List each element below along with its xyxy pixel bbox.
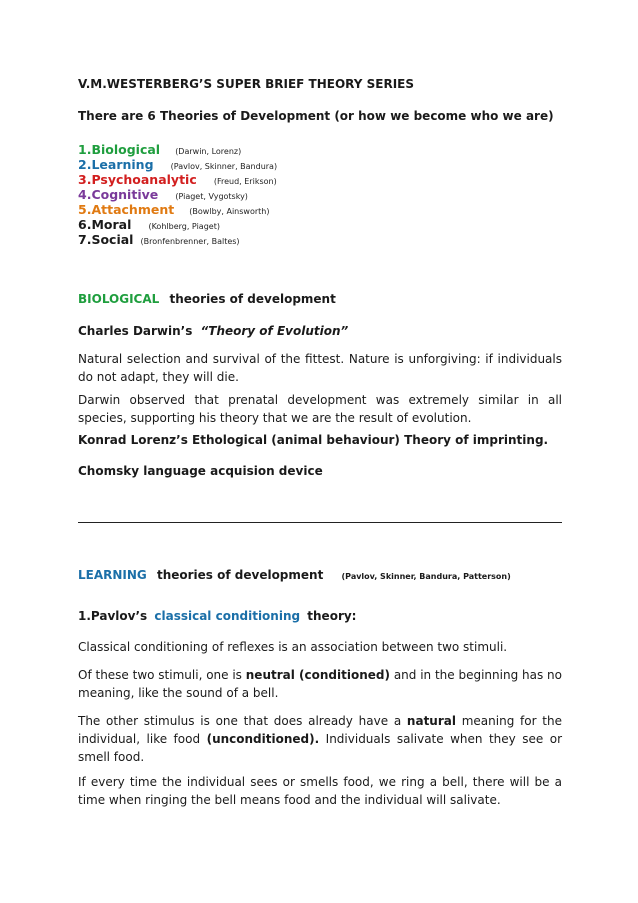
pavlov-heading <box>78 609 356 623</box>
theory-people: (Bronfenbrenner, Baltes) <box>140 237 240 246</box>
biological-heading-rest: theories of development <box>169 292 336 306</box>
theory-label: 1.Biological <box>78 142 161 157</box>
theory-people: (Freud, Erikson) <box>213 177 277 186</box>
learning-paragraph-1: Classical conditioning of reflexes is an association between two stimuli. <box>78 640 508 654</box>
theory-people: (Darwin, Lorenz) <box>175 147 242 156</box>
pavlov-theory: classical conditioning <box>154 609 301 623</box>
learning-paragraph-4: If every time the individual sees or smells food, we ring a bell, there will be a time when ringing the bell means food and the individual will salivate. <box>78 775 562 807</box>
text-run-bold: neutral (conditioned) <box>245 668 390 682</box>
chomsky-line: Chomsky language acquision device <box>78 464 323 478</box>
text-run: The other stimulus is one that does already have a <box>78 714 402 728</box>
pavlov-prefix: 1.Pavlov’s <box>78 609 148 623</box>
theory-label: 7.Social <box>78 232 134 247</box>
intro-line: There are 6 Theories of Development (or how we become who we are) <box>78 109 554 123</box>
text-run-bold: natural <box>406 714 456 728</box>
learning-heading-word: LEARNING <box>78 568 147 582</box>
theory-label: 5.Attachment <box>78 202 175 217</box>
learning-paragraph-2 <box>78 666 562 702</box>
theory-label: 2.Learning <box>78 157 154 172</box>
text-run: meaning for the individual, like food <box>78 714 562 746</box>
document-title: V.M.WESTERBERG’S SUPER BRIEF THEORY SERIES <box>78 77 414 91</box>
theory-list-item <box>78 229 240 248</box>
pavlov-suffix: theory: <box>307 609 357 623</box>
learning-paragraph-3 <box>78 712 562 766</box>
theory-label: 3.Psychoanalytic <box>78 172 197 187</box>
biological-paragraph-2: Darwin observed that prenatal development was extremely similar in all species, supporting his theory that we are the result of evolution. <box>78 393 562 425</box>
darwin-name: Charles Darwin’s <box>78 324 193 338</box>
learning-heading-rest: theories of development <box>156 568 324 582</box>
theory-people: (Piaget, Vygotsky) <box>175 192 248 201</box>
text-run: and in the beginning has no meaning, like the sound of a bell. <box>78 668 562 700</box>
biological-heading <box>78 292 336 306</box>
learning-heading <box>78 568 511 582</box>
biological-paragraph-1: Natural selection and survival of the fittest. Nature is unforgiving: if individuals do not adapt, they will die. <box>78 352 562 384</box>
theory-people: (Bowlby, Ainsworth) <box>189 207 270 216</box>
section-divider <box>78 522 562 523</box>
text-run: Of these two stimuli, one is <box>78 668 242 682</box>
theory-people: (Kohlberg, Piaget) <box>148 222 220 231</box>
lorenz-line: Konrad Lorenz’s Ethological (animal behaviour) Theory of imprinting. <box>78 433 549 447</box>
text-run: Individuals salivate when they see or smell food. <box>78 732 563 764</box>
darwin-theory: “Theory of Evolution” <box>200 324 349 338</box>
biological-heading-word: BIOLOGICAL <box>78 292 160 306</box>
theory-people: (Pavlov, Skinner, Bandura) <box>170 162 278 171</box>
darwin-heading <box>78 324 348 338</box>
text-run-bold: (unconditioned). <box>206 732 320 746</box>
theory-label: 4.Cognitive <box>78 187 159 202</box>
theory-label: 6.Moral <box>78 217 132 232</box>
learning-heading-people: (Pavlov, Skinner, Bandura, Patterson) <box>341 572 511 581</box>
